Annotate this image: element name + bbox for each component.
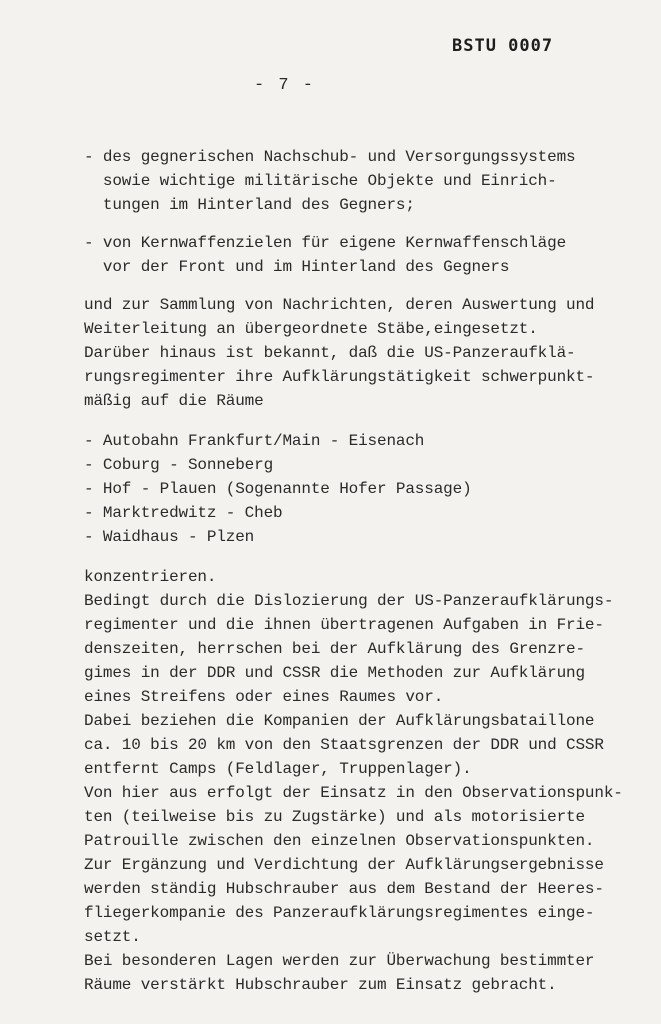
text-line: Bei besonderen Lagen werden zur Überwachung bestimmter xyxy=(84,952,595,970)
text-line: denszeiten, herrschen bei der Aufklärung des Grenzre- xyxy=(84,640,585,658)
text-line: tungen im Hinterland des Gegners; xyxy=(84,196,415,214)
text-line: regimenter und die ihnen übertragenen Aufgaben in Frie- xyxy=(84,616,604,634)
text-line: - von Kernwaffenzielen für eigene Kernwaffenschläge xyxy=(84,234,567,252)
text-line: ten (teilweise bis zu Zugstärke) und als motorisierte xyxy=(84,808,585,826)
text-line: vor der Front und im Hinterland des Gegners xyxy=(84,258,510,276)
list-item: - Autobahn Frankfurt/Main - Eisenach xyxy=(84,432,425,450)
list-item: - Hof - Plauen (Sogenannte Hofer Passage) xyxy=(84,480,472,498)
text-line: rungsregimenter ihre Aufklärungstätigkeit schwerpunkt- xyxy=(84,368,595,386)
text-line: gimes in der DDR und CSSR die Methoden zur Aufklärung xyxy=(84,664,585,682)
text-line: Weiterleitung an übergeordnete Stäbe,eingesetzt. xyxy=(84,320,538,338)
text-line: setzt. xyxy=(84,928,141,946)
text-line: Patrouille zwischen den einzelnen Observationspunkten. xyxy=(84,832,595,850)
text-line: Räume verstärkt Hubschrauber zum Einsatz gebracht. xyxy=(84,976,557,994)
text-line: Dabei beziehen die Kompanien der Aufklärungsbataillone xyxy=(84,712,595,730)
list-item: - Waidhaus - Plzen xyxy=(84,528,255,546)
text-line: eines Streifens oder eines Raumes vor. xyxy=(84,688,444,706)
text-line: Bedingt durch die Dislozierung der US-Panzeraufklärungs- xyxy=(84,592,614,610)
text-line: werden ständig Hubschrauber aus dem Bestand der Heeres- xyxy=(84,880,604,898)
text-line: und zur Sammlung von Nachrichten, deren Auswertung und xyxy=(84,296,595,314)
text-line: entfernt Camps (Feldlager, Truppenlager). xyxy=(84,760,472,778)
text-line: konzentrieren. xyxy=(84,568,217,586)
text-line: ca. 10 bis 20 km von den Staatsgrenzen der DDR und CSSR xyxy=(84,736,604,754)
text-line: sowie wichtige militärische Objekte und Einrich- xyxy=(84,172,557,190)
text-line: Zur Ergänzung und Verdichtung der Aufklärungsergebnisse xyxy=(84,856,604,874)
text-line: Darüber hinaus ist bekannt, daß die US-Panzeraufklä- xyxy=(84,344,576,362)
text-line: mäßig auf die Räume xyxy=(84,392,264,410)
text-line: Von hier aus erfolgt der Einsatz in den Observationspunk- xyxy=(84,784,623,802)
archive-stamp: BSTU 0007 xyxy=(452,36,554,56)
page-number: - 7 - xyxy=(254,76,316,95)
list-item: - Marktredwitz - Cheb xyxy=(84,504,283,522)
text-line: fliegerkompanie des Panzeraufklärungsregimentes einge- xyxy=(84,904,595,922)
list-item: - Coburg - Sonneberg xyxy=(84,456,274,474)
text-line: - des gegnerischen Nachschub- und Versorgungssystems xyxy=(84,148,576,166)
